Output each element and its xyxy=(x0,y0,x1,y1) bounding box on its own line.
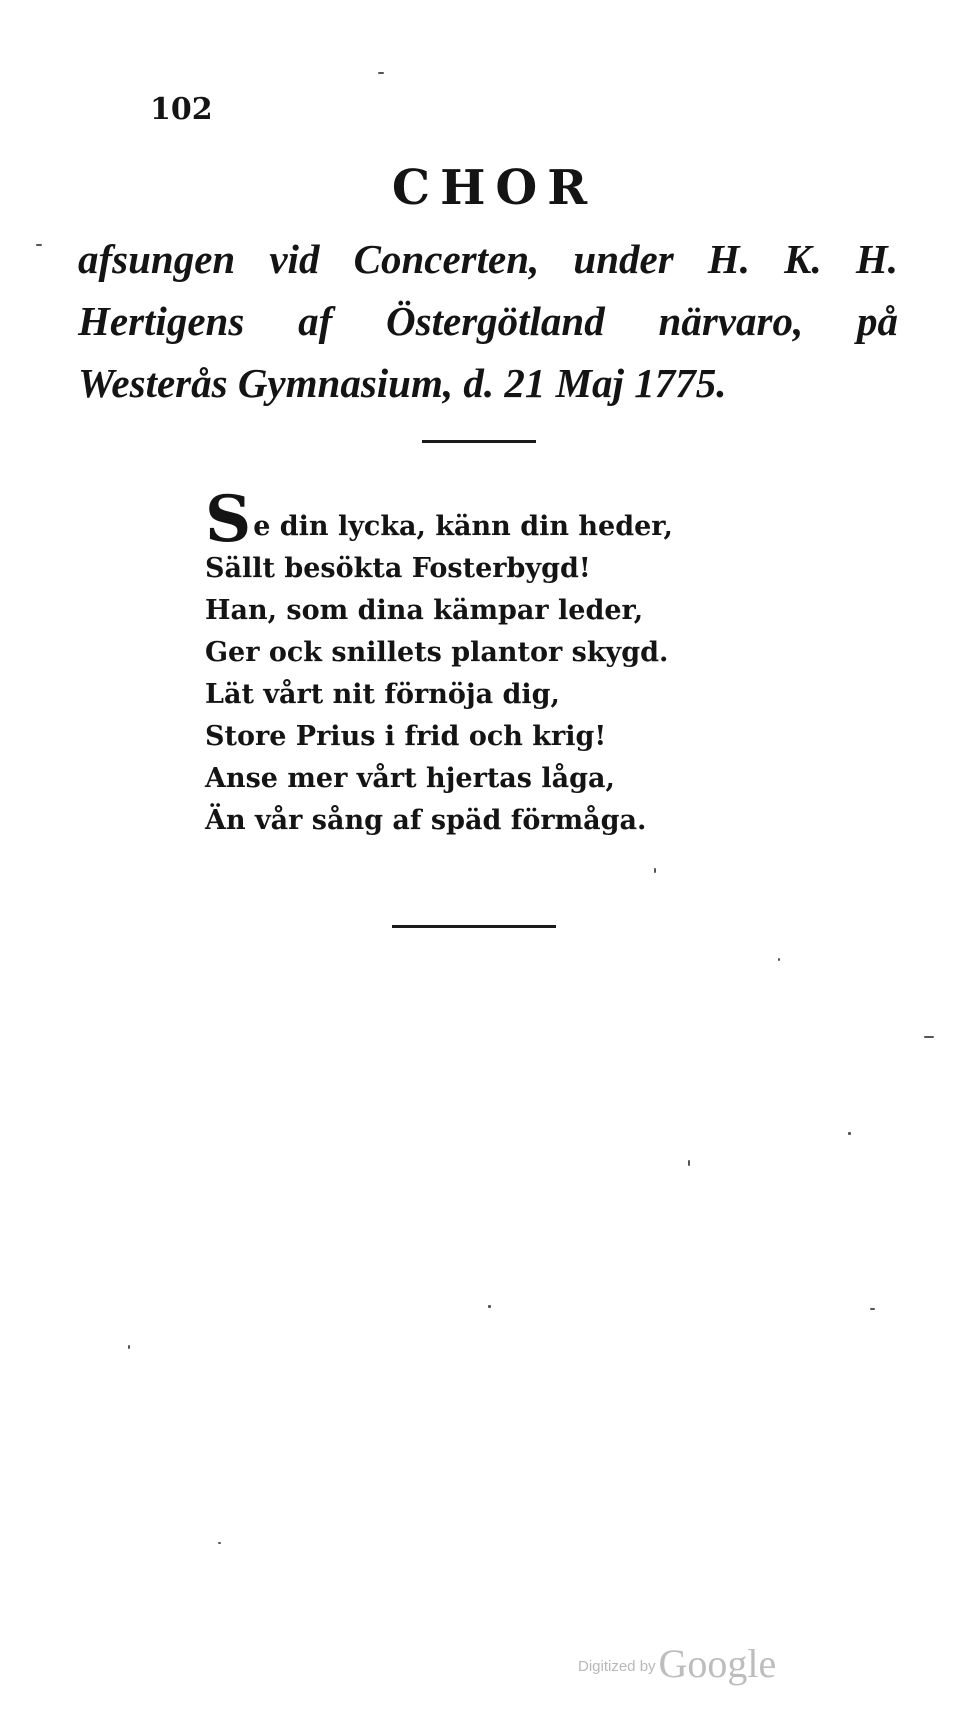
poem-verse: Sällt besökta Fosterbygd! xyxy=(205,553,591,584)
poem-stanza xyxy=(205,482,765,842)
drop-cap: S xyxy=(205,482,252,557)
subtitle-line: Westerås Gymnasium, d. 21 Maj 1775. xyxy=(78,360,727,406)
poem-verse xyxy=(205,482,765,557)
page-title: CHOR xyxy=(391,160,598,216)
speck-mark xyxy=(848,1132,851,1135)
google-logo: Google xyxy=(658,1641,777,1686)
speck-mark xyxy=(128,1345,130,1349)
speck-mark xyxy=(870,1308,875,1310)
subtitle-line: Hertigens af Östergötland närvaro, på xyxy=(78,298,898,344)
speck-mark xyxy=(778,958,780,961)
speck-mark xyxy=(654,868,656,873)
poem-verse: Ger ock snillets plantor skygd. xyxy=(205,637,669,668)
subtitle xyxy=(78,228,898,414)
speck-mark xyxy=(36,244,42,246)
speck-mark xyxy=(688,1160,690,1166)
digitized-watermark xyxy=(578,1640,776,1687)
poem-verse: Han, som dina kämpar leder, xyxy=(205,595,644,626)
poem-verse-text: e din lycka, känn din heder, xyxy=(253,511,673,542)
poem-verse: Än vår sång af späd förmåga. xyxy=(205,805,647,836)
speck-mark xyxy=(924,1036,934,1038)
speck-mark xyxy=(218,1542,221,1544)
poem-verse: Store Prius i frid och krig! xyxy=(205,721,607,752)
watermark-prefix: Digitized by xyxy=(578,1658,656,1675)
poem-verse: Anse mer vårt hjertas låga, xyxy=(205,763,615,794)
page-number: 102 xyxy=(150,92,213,127)
divider-bottom xyxy=(392,925,556,928)
divider-top xyxy=(422,440,536,443)
subtitle-line: afsungen vid Concerten, under H. K. H. xyxy=(78,236,898,282)
speck-mark xyxy=(488,1305,491,1308)
speck-mark xyxy=(378,72,384,74)
poem-verse: Lät vårt nit förnöja dig, xyxy=(205,679,560,710)
